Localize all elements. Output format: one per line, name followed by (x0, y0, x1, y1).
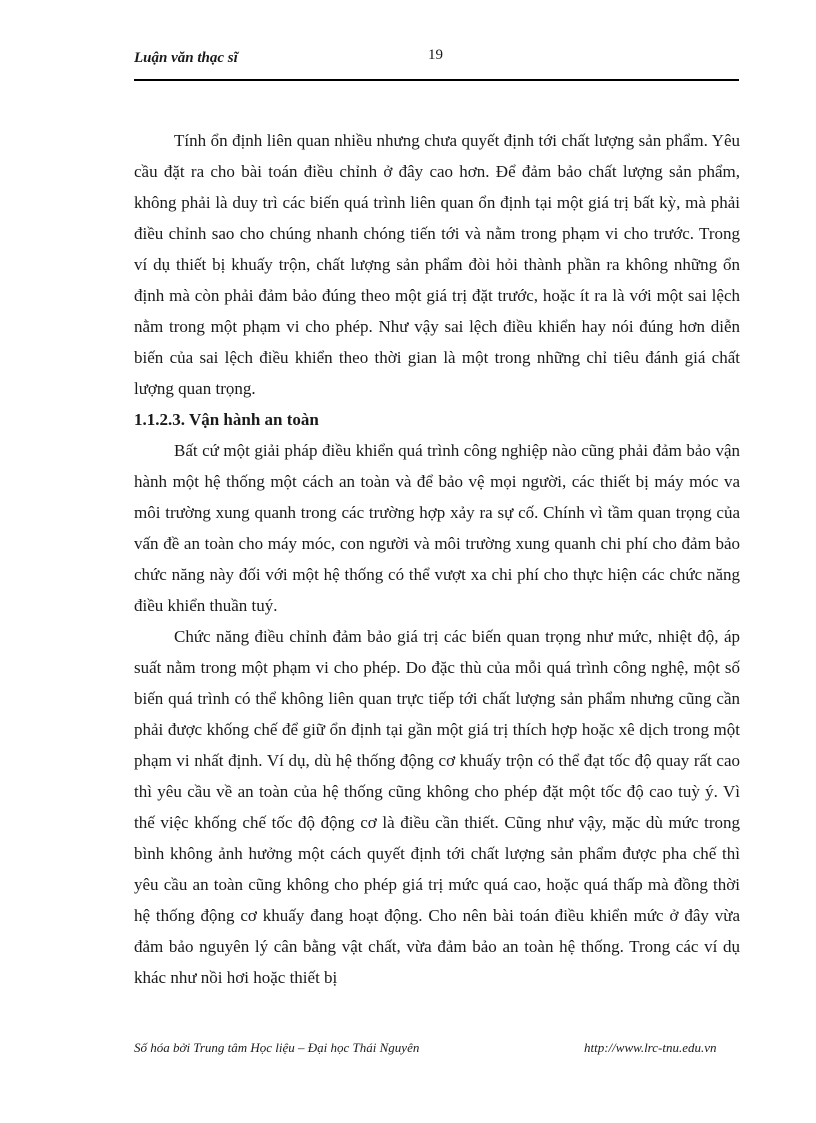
page-body (134, 125, 740, 993)
section-heading-safe-operation: 1.1.2.3. Vận hành an toàn (134, 410, 319, 429)
footer-url: http://www.lrc-tnu.edu.vn (584, 1040, 717, 1055)
page-number: 19 (428, 47, 443, 63)
paragraph-product-quality: Tính ổn định liên quan nhiều nhưng chưa quyết định tới chất lượng sản phẩm. Yêu cầu đặt ra cho bài toán điều chỉnh ở đây cao hơn. Để đảm bảo chất lượng sản phẩm, không phải là duy trì các biến quá trình liên quan ổn định tại một giá trị bất kỳ, mà phải điều chỉnh sao cho chúng nhanh chóng tiến tới và nằm trong phạm vi cho trước. Trong ví dụ thiết bị khuấy trộn, chất lượng sản phẩm đòi hỏi thành phần ra không những ổn định mà còn phải đảm bảo đúng theo một giá trị đặt trước, hoặc ít ra là với một sai lệch nằm trong một phạm vi cho phép. Như vậy sai lệch điều khiển hay nói đúng hơn diễn biến của sai lệch điều khiển theo thời gian là một trong những chỉ tiêu đánh giá chất lượng quan trọng. (134, 131, 740, 398)
paragraph-control-function: Chức năng điều chỉnh đảm bảo giá trị các biến quan trọng như mức, nhiệt độ, áp suất nằm trong một phạm vi cho phép. Do đặc thù của mỗi quá trình công nghệ, một số biến quá trình có thể không liên quan trực tiếp tới chất lượng sản phẩm nhưng cũng cần phải được khống chế để giữ ổn định tại gần một giá trị thích hợp hoặc xê dịch trong một phạm vi nhất định. Ví dụ, dù hệ thống động cơ khuấy trộn có thể đạt tốc độ quay rất cao thì yêu cầu về an toàn của hệ thống cũng không cho phép đặt một tốc độ cao tuỳ ý. Vì thế việc khống chế tốc độ động cơ là điều cần thiết. Cũng như vậy, mặc dù mức trong bình không ảnh hưởng một cách quyết định tới chất lượng sản phẩm được pha chế thì yêu cầu an toàn cũng không cho phép giá trị mức quá cao, hoặc quá thấp mà đồng thời hệ thống động cơ khuấy đang hoạt động. Cho nên bài toán điều khiển mức ở đây vừa đảm bảo nguyên lý cân bằng vật chất, vừa đảm bảo an toàn hệ thống. Trong các ví dụ khác như nồi hơi hoặc thiết bị (134, 627, 740, 987)
footer-source: Số hóa bởi Trung tâm Học liệu – Đại học Thái Nguyên (134, 1040, 420, 1055)
document-title: Luận văn thạc sĩ (134, 50, 238, 66)
header-divider (134, 79, 739, 81)
paragraph-safety-solution: Bất cứ một giải pháp điều khiển quá trình công nghiệp nào cũng phải đảm bảo vận hành một hệ thống một cách an toàn và để bảo vệ mọi người, các thiết bị máy móc va môi trường xung quanh trong các trường hợp xảy ra sự cố. Chính vì tầm quan trọng của vấn đề an toàn cho máy móc, con người và môi trường xung quanh chi phí cho đảm bảo chức năng này đối với một hệ thống có thể vượt xa chi phí cho thực hiện các chức năng điều khiển thuần tuý. (134, 441, 740, 615)
